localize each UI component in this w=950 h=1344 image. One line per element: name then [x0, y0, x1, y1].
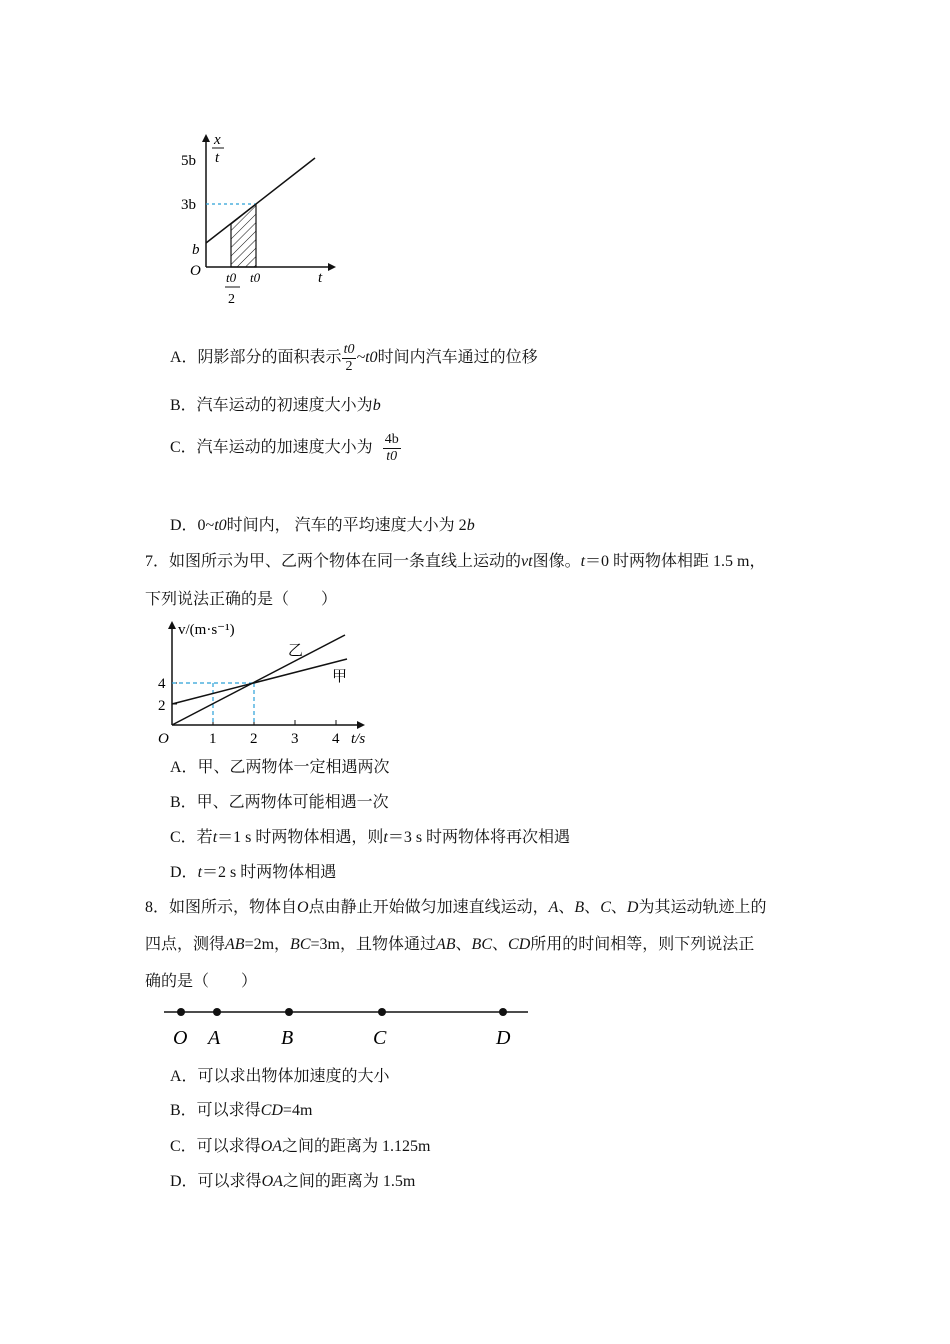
vt-x-tick-2: 2 [250, 731, 258, 747]
q7-line1-suffix: ＝0 时两物体相距 1.5 m， [585, 553, 766, 570]
q7-option-c [170, 828, 570, 848]
series-jia-line [172, 659, 347, 704]
label-B: B [281, 1027, 294, 1049]
q8-option-b-a: B．可以求得 [170, 1102, 261, 1119]
q6-option-c-text: C．汽车运动的加速度大小为 [170, 439, 373, 456]
q8-line1-a: 8．如图所示，物体自 [145, 899, 298, 916]
figure-trajectory [160, 1000, 540, 1055]
vt-x-tick-3: 3 [291, 731, 299, 747]
q8-sep2: 、 [584, 899, 601, 916]
point-C [378, 1008, 386, 1016]
q8-line2-AB: AB [225, 936, 245, 953]
q8-sep5: 、 [492, 936, 509, 953]
q8-line2-c: =3m，且物体通过 [310, 936, 436, 953]
q8-line1-c: 为其运动轨迹上的 [638, 899, 767, 916]
vt-y-tick-4: 4 [158, 676, 166, 692]
q8-line1-A: A [548, 899, 559, 916]
q8-line2-CD: CD [508, 936, 531, 953]
q8-line1-O: O [297, 899, 309, 916]
q7-line1-t: t [580, 553, 586, 570]
q6-option-b-text: B．汽车运动的初速度大小为 [170, 397, 373, 414]
point-D [499, 1008, 507, 1016]
vt-x-label: t/s [351, 731, 366, 747]
x-tick-t0-half-num: t0 [226, 270, 237, 285]
q7-stem-line2: 下列说法正确的是（ ） [145, 591, 338, 608]
q8-line1-C: C [600, 899, 611, 916]
q8-option-d [170, 1172, 415, 1192]
series-yi-line [172, 635, 348, 725]
q8-line1-b: 点由静止开始做匀加速直线运动， [308, 899, 549, 916]
q6-option-a-suffix: 时间内汽车通过的位移 [377, 349, 538, 366]
q8-line2-AB2: AB [435, 936, 456, 953]
q6-option-d-t0: t0 [214, 517, 227, 534]
q8-option-b-b: =4m [282, 1102, 313, 1119]
y-tick-3b: 3b [181, 197, 196, 213]
q8-stem-line2 [145, 935, 754, 955]
q6-option-d-var: b [466, 517, 475, 534]
q8-stem-line1 [145, 898, 766, 918]
q7-stem-line1 [145, 552, 765, 572]
vt-y-label: v/(m·s⁻¹) [178, 622, 235, 638]
y-tick-b: b [192, 242, 200, 258]
label-C: C [373, 1027, 387, 1049]
q8-line2-d: 所用的时间相等，则下列说法正 [530, 936, 755, 953]
x-tick-t0: t0 [250, 270, 261, 285]
vt-x-tick-1: 1 [209, 731, 217, 747]
origin-label: O [190, 263, 201, 279]
q8-sep3: 、 [610, 899, 627, 916]
q6-option-c-fraction [383, 432, 401, 465]
vt-series-jia-label: 甲 [332, 669, 348, 685]
q6-option-c [170, 428, 401, 468]
q8-option-d-a: D．可以求得 [170, 1173, 262, 1190]
q6-option-a-prefix: A．阴影部分的面积表示 [170, 349, 342, 366]
q8-option-d-OA: OA [261, 1173, 283, 1190]
label-O: O [173, 1027, 188, 1049]
point-A [213, 1008, 221, 1016]
q7-option-d-prefix: D． [170, 864, 198, 881]
y-label-top: x [214, 132, 221, 148]
q7-line1-mid: 图像。 [532, 553, 581, 570]
q7-option-c-p2: ＝1 s 时两物体相遇，则 [217, 829, 384, 846]
q6-option-a-mid: ~t0 [356, 349, 378, 366]
q8-option-b-CD: CD [260, 1102, 283, 1119]
label-D: D [496, 1027, 511, 1049]
q8-line2-BC2: BC [471, 936, 492, 953]
figure-vt-graph [152, 615, 382, 750]
y-tick-5b: 5b [181, 153, 196, 169]
q8-option-c-b: 之间的距离为 1.125m [282, 1138, 431, 1155]
q8-line1-B: B [574, 899, 585, 916]
q8-line2-a: 四点，测得 [145, 936, 226, 953]
q7-line1-vt: vt [521, 553, 533, 570]
q7-option-d-p1: ＝2 s 时两物体相遇 [202, 864, 337, 881]
q7-option-c-t1: t [212, 829, 218, 846]
q6-option-b [170, 396, 381, 416]
q6-option-d-mid: 时间内， 汽车的平均速度大小为 2 [226, 517, 467, 534]
q7-option-c-t2: t [383, 829, 388, 846]
q7-option-d [170, 863, 336, 883]
q8-option-c-a: C．可以求得 [170, 1138, 261, 1155]
q6-option-c-frac-num: 4b [384, 431, 399, 447]
vt-series-yi-label: 乙 [288, 643, 304, 659]
q7-option-b: B．甲、乙两物体可能相遇一次 [170, 794, 389, 811]
label-A: A [208, 1027, 221, 1049]
q8-sep4: 、 [455, 936, 472, 953]
figure-xt-graph [170, 130, 350, 315]
q8-sep1: 、 [558, 899, 575, 916]
q7-option-d-t: t [197, 864, 203, 881]
q6-option-d-prefix: D．0~ [170, 517, 215, 534]
q7-option-c-p1: C．若 [170, 829, 213, 846]
q6-option-a-frac-num: t0 [343, 341, 355, 357]
vt-origin: O [158, 731, 169, 747]
q8-option-d-b: 之间的距离为 1.5m [282, 1173, 416, 1190]
q6-option-c-frac-den: t0 [386, 448, 398, 464]
q8-option-a: A．可以求出物体加速度的大小 [170, 1068, 390, 1085]
q8-line2-BC: BC [290, 936, 311, 953]
q8-option-c [170, 1137, 430, 1157]
q7-option-a: A．甲、乙两物体一定相遇两次 [170, 759, 390, 776]
point-B [285, 1008, 293, 1016]
vt-x-tick-4: 4 [332, 731, 340, 747]
q8-option-c-OA: OA [260, 1138, 283, 1155]
vt-y-tick-2: 2 [158, 698, 166, 714]
q8-option-b [170, 1101, 312, 1121]
q6-option-a-fraction [342, 342, 357, 375]
q8-line1-D: D [626, 899, 639, 916]
q6-option-b-var: b [372, 397, 381, 414]
q6-option-d [170, 516, 475, 536]
x-label: t [318, 270, 323, 286]
q7-option-c-p3: ＝3 s 时两物体将再次相遇 [387, 829, 571, 846]
q6-option-a [170, 340, 538, 376]
q7-line1-prefix: 7．如图所示为甲、乙两个物体在同一条直线上运动的 [145, 553, 522, 570]
q6-option-a-frac-den: 2 [345, 358, 353, 374]
point-O [177, 1008, 185, 1016]
y-label-bottom: t [215, 150, 220, 166]
q8-line2-b: =2m， [244, 936, 291, 953]
x-tick-t0-half-den: 2 [228, 292, 235, 307]
q8-stem-line3: 确的是（ ） [145, 973, 258, 990]
